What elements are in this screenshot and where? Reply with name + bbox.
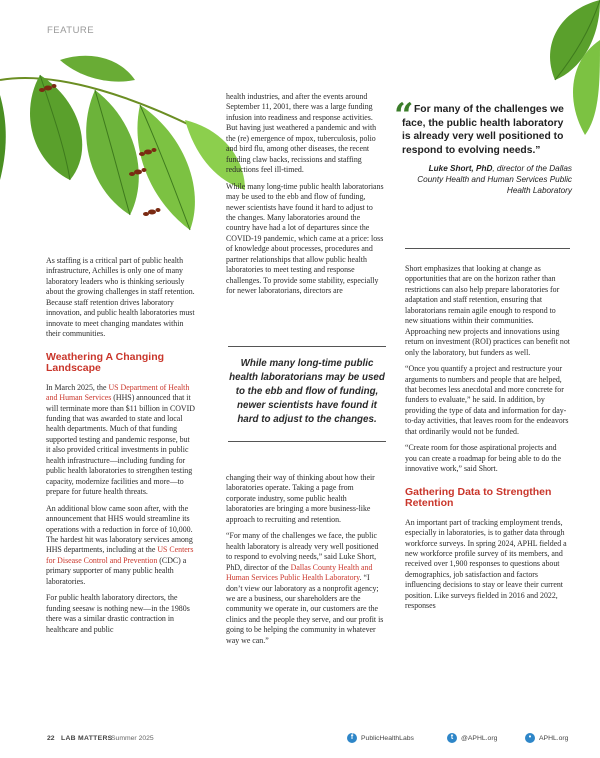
cdc-link[interactable]: US Centers for Disease Control and Prevention — [46, 545, 194, 565]
issue-date: Summer 2025 — [111, 735, 154, 742]
column-2-bottom — [226, 473, 384, 652]
facebook-link[interactable]: f PublicHealthLabs — [347, 733, 414, 743]
section-heading-data: Gathering Data to Strengthen Retention — [405, 485, 552, 510]
globe-icon: • — [525, 733, 535, 743]
quote-text: For many of the challenges we face, the public health laboratory is already very well positioned to respond to evolving needs.” — [402, 104, 564, 156]
magazine-name: LAB MATTERS — [61, 735, 113, 742]
hhs-link[interactable]: US Department of Health and Human Services — [46, 382, 190, 403]
paragraph: “Create room for those aspirational projects and you can create a roadmap for being able to do the innovative work,” said Short. — [405, 443, 561, 474]
pull-quote: While many long-time public health laboratorians may be used to the ebb and flow of funding, newer scientists have found it hard to adjust to the changes. — [228, 346, 386, 442]
intro-paragraph: As staffing is a critical part of public health infrastructure, Achilles is only one of many laboratory leaders who is thinking seriously about the growing challenges in staff retention. Because staff retention drives laboratory innovation, and public health laboratories must innovate to meet changing mandates within their communities. — [46, 256, 195, 339]
paragraph: In March 2025, the US Department of Health and Human Services (HHS) announced that it will terminate more than $11 billion in COVID funding that was awarded to state and local health departments. Much of that funding supported testing and pandemic response, but it also provided critical investments in public health infrastructure—including funding for public health laboratories to strengthen testing capacity, modernize facilities and more—to prepare for future health threats. — [46, 382, 195, 497]
paragraph: Short emphasizes that looking at change as opportunities that are on the horizon rather than restrictions can also help prepare laboratories for adaptation and staff retention, ensuring that laboratorians remain agile enough to respond to new situations within their communities. Approaching new projects and innovations using return on investment (ROI) practices can benefit not only the laboratory, but funders as well. — [405, 264, 570, 357]
website-link[interactable]: • APHL.org — [525, 733, 568, 743]
leaves-illustration — [0, 40, 245, 255]
dallas-lab-link[interactable]: Dallas County Health and Human Services Public Health Laboratory — [226, 562, 373, 583]
section-heading-landscape: Weathering A Changing Landscape — [46, 350, 165, 375]
column-1 — [46, 256, 196, 641]
featured-quote — [394, 96, 572, 196]
paragraph: An important part of tracking employment trends, especially in laboratories, is to gather data through workforce surveys. In spring 2024, APHL fielded a new workforce profile survey of its members, and received over 1,900 responses to questions about demographics, job satisfaction and factors influencing decisions to stay or leave their current position. Like surveys fielded in 2016 and 2022, responses — [405, 517, 567, 611]
quote-author: Luke Short, PhD — [428, 164, 493, 174]
paragraph: “For many of the challenges we face, the public health laboratory is already very well positioned to respond to evolving needs,” said Luke Short, PhD, director of the Dallas County Health and Human Services Public Health Laboratory. “I don’t view our laboratory as a nonprofit agency; we are a business, our shareholders are the community we operate in, our customers are the clinics and the people they serve, and our profit is going to be helping the community in whatever way we can.” — [226, 531, 384, 645]
column-3 — [405, 264, 570, 618]
paragraph: health industries, and after the events around September 11, 2001, there was a large funding infusion into readiness and response activities. But having just weathered a pandemic and with the (re) emergence of mpox, tuberculosis, polio and bird flu, among other diseases, the recent funding claw backs, recissions and staffing reductions feel ill-timed. — [226, 92, 377, 175]
divider — [405, 248, 570, 249]
paragraph: changing their way of thinking about how their laboratories operate. Taking a page from corporate industry, some public health laboratories are bringing a more business-like approach to recruiting and retention. — [226, 473, 375, 524]
quote-attribution — [402, 163, 572, 196]
quote-mark-icon: “ — [394, 96, 414, 136]
twitter-link[interactable]: t @APHL.org — [447, 733, 497, 743]
section-kicker: FEATURE — [47, 25, 95, 36]
column-2-top — [226, 92, 384, 303]
page-footer — [47, 733, 572, 747]
page-number: 22 — [47, 735, 55, 742]
paragraph: For public health laboratory directors, the funding seesaw is nothing new—in the 1980s there was a similar drastic contraction in healthcare and public — [46, 593, 190, 634]
paragraph: An additional blow came soon after, with the announcement that HHS would streamline its operations with a reduction in force of 10,000. The hardest hit was laboratory services among HHS departments, including at the US Centers for Disease Control and Prevention (CDC) a primary supporter of many public health laboratories. — [46, 503, 194, 586]
twitter-icon: t — [447, 733, 457, 743]
facebook-icon: f — [347, 733, 357, 743]
paragraph: While many long-time public health laboratorians may be used to the ebb and flow of funding, newer scientists have found it hard to adjust to the changes. Many laboratories around the country have had a lot of departures since the COVID-19 pandemic, which came at a price: loss of knowledge about processes, procedures and partner relationships that allow public health laboratories to meet testing and response challenges. To provide some stability, especially for newer laboratorians, directors are — [226, 181, 384, 296]
quote-role: , director of the Dallas County Health and Human Services Public Health Laboratory — [417, 164, 572, 196]
paragraph: “Once you quantify a project and restructure your arguments to numbers and people that are helped, that becomes less anecdotal and more concrete for funders to evaluate,” he said. In addition, by providing the type of data and information for day-to-day activities, that leaves room for the endeavors that ordinarily would not be funded. — [405, 364, 569, 436]
